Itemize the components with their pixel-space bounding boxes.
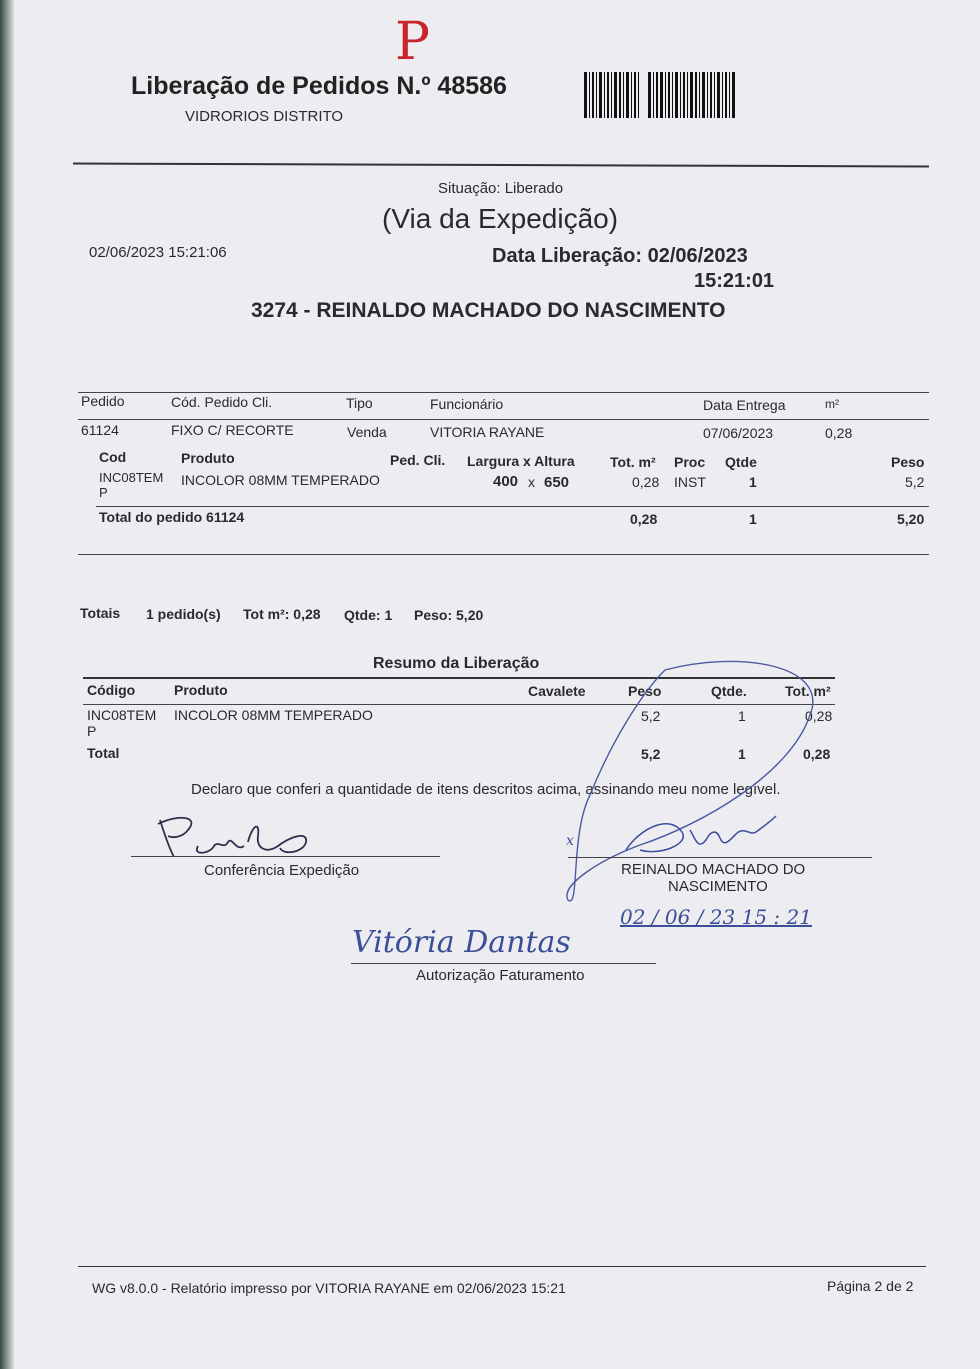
summary-code-line2: P [87, 723, 97, 739]
order-delivery-date: 07/06/2023 [703, 425, 774, 441]
summary-total-peso: 5,2 [641, 746, 661, 762]
signature-autorizacao: Vitória Dantas [352, 925, 571, 960]
order-m2: 0,28 [825, 425, 853, 441]
summary-qtde: 1 [738, 708, 746, 724]
item-tot-m2: 0,28 [632, 474, 660, 490]
release-time: 15:21:01 [694, 270, 775, 292]
order-total-peso: 5,20 [897, 511, 925, 527]
item-qtde: 1 [749, 474, 757, 490]
summary-tot-m2: 0,28 [805, 708, 833, 724]
footer-rule [78, 1266, 926, 1267]
page-shadow [0, 0, 14, 1369]
declaration-text: Declaro que conferi a quantidade de itens descritos acima, assinando meu nome legível. [191, 781, 781, 798]
item-code-line2: P [99, 485, 108, 500]
order-employee: VITORIA RAYANE [430, 424, 545, 440]
order-number: 61124 [81, 422, 119, 438]
col-tipo: Tipo [346, 395, 373, 411]
order-type: Venda [347, 424, 387, 440]
order-total-m2: 0,28 [630, 511, 658, 527]
header-divider [73, 163, 929, 168]
customer-signature-name-line2: NASCIMENTO [668, 878, 768, 895]
item-proc: INST [674, 474, 706, 490]
totals-m2: Tot m²: 0,28 [243, 606, 321, 622]
conferencia-label: Conferência Expedição [204, 862, 360, 879]
col-funcionario: Funcionário [430, 396, 504, 412]
totals-label: Totais [80, 605, 121, 621]
summary-product: INCOLOR 08MM TEMPERADO [174, 707, 373, 723]
totals-peso: Peso: 5,20 [414, 607, 484, 623]
item-col-largura-altura: Largura x Altura [467, 453, 575, 469]
signature-line-autorizacao [351, 963, 656, 964]
copy-type-title: (Via da Expedição) [382, 203, 619, 234]
order-header-rule [78, 419, 929, 420]
order-total-rule [96, 506, 929, 507]
col-data-entrega: Data Entrega [703, 397, 786, 413]
item-col-produto: Produto [181, 450, 235, 466]
summary-total-qtde: 1 [738, 746, 746, 762]
release-date: Data Liberação: 02/06/2023 [492, 245, 748, 267]
item-col-peso: Peso [891, 454, 925, 470]
signature-line-conferencia [131, 856, 440, 857]
item-product: INCOLOR 08MM TEMPERADO [181, 472, 380, 488]
print-timestamp: 02/06/2023 15:21:06 [89, 244, 227, 261]
handwritten-mark-p: P [395, 12, 430, 72]
signature-x-mark: x [566, 833, 574, 849]
item-col-ped-cli: Ped. Cli. [390, 452, 446, 468]
summary-col-tot-m2: Tot. m² [785, 683, 831, 699]
company-name: VIDRORIOS DISTRITO [185, 108, 344, 125]
status-label: Situação: Liberado [438, 180, 564, 197]
summary-col-qtde: Qtde. [711, 683, 747, 699]
item-code-line1: INC08TEM [99, 470, 164, 485]
item-col-cod: Cod [99, 449, 127, 465]
barcode [584, 72, 736, 118]
item-x: x [528, 474, 535, 490]
item-col-proc: Proc [674, 454, 706, 470]
summary-peso: 5,2 [641, 708, 661, 724]
order-table-top-rule [78, 392, 929, 393]
col-m2: m² [825, 397, 839, 411]
summary-title: Resumo da Liberação [373, 655, 540, 672]
order-total-label: Total do pedido 61124 [99, 509, 245, 525]
signature-conferencia [148, 812, 328, 862]
summary-code-line1: INC08TEM [87, 707, 157, 723]
order-total-qtde: 1 [749, 511, 757, 527]
summary-total-m2: 0,28 [803, 746, 831, 762]
item-peso: 5,2 [905, 474, 925, 490]
summary-total-label: Total [87, 745, 120, 761]
summary-col-codigo: Código [87, 682, 136, 698]
summary-col-peso: Peso [628, 683, 662, 699]
item-col-qtde: Qtde [725, 454, 757, 470]
signature-customer [620, 810, 790, 860]
document-title: Liberação de Pedidos N.º 48586 [131, 72, 507, 100]
item-largura: 400 [493, 473, 519, 490]
signature-line-customer [568, 857, 872, 858]
item-col-tot-m2: Tot. m² [610, 454, 656, 470]
customer-name: 3274 - REINALDO MACHADO DO NASCIMENTO [251, 299, 726, 322]
totals-orders: 1 pedido(s) [146, 606, 221, 622]
autorizacao-label: Autorização Faturamento [416, 967, 585, 984]
summary-col-produto: Produto [174, 682, 228, 698]
customer-signature-name-line1: REINALDO MACHADO DO [621, 861, 806, 878]
handwritten-signature-date: 02 / 06 / 23 15 : 21 [620, 905, 812, 929]
order-table-bottom-rule [78, 554, 929, 555]
totals-qtde: Qtde: 1 [344, 607, 393, 623]
item-altura: 650 [544, 474, 570, 491]
order-client-code: FIXO C/ RECORTE [171, 422, 294, 438]
summary-col-cavalete: Cavalete [528, 683, 586, 699]
col-pedido: Pedido [81, 393, 125, 409]
footer-report-info: WG v8.0.0 - Relatório impresso por VITORIA RAYANE em 02/06/2023 15:21 [92, 1280, 566, 1296]
col-cod-pedido-cli: Cód. Pedido Cli. [171, 394, 273, 410]
footer-page-number: Página 2 de 2 [827, 1278, 914, 1294]
